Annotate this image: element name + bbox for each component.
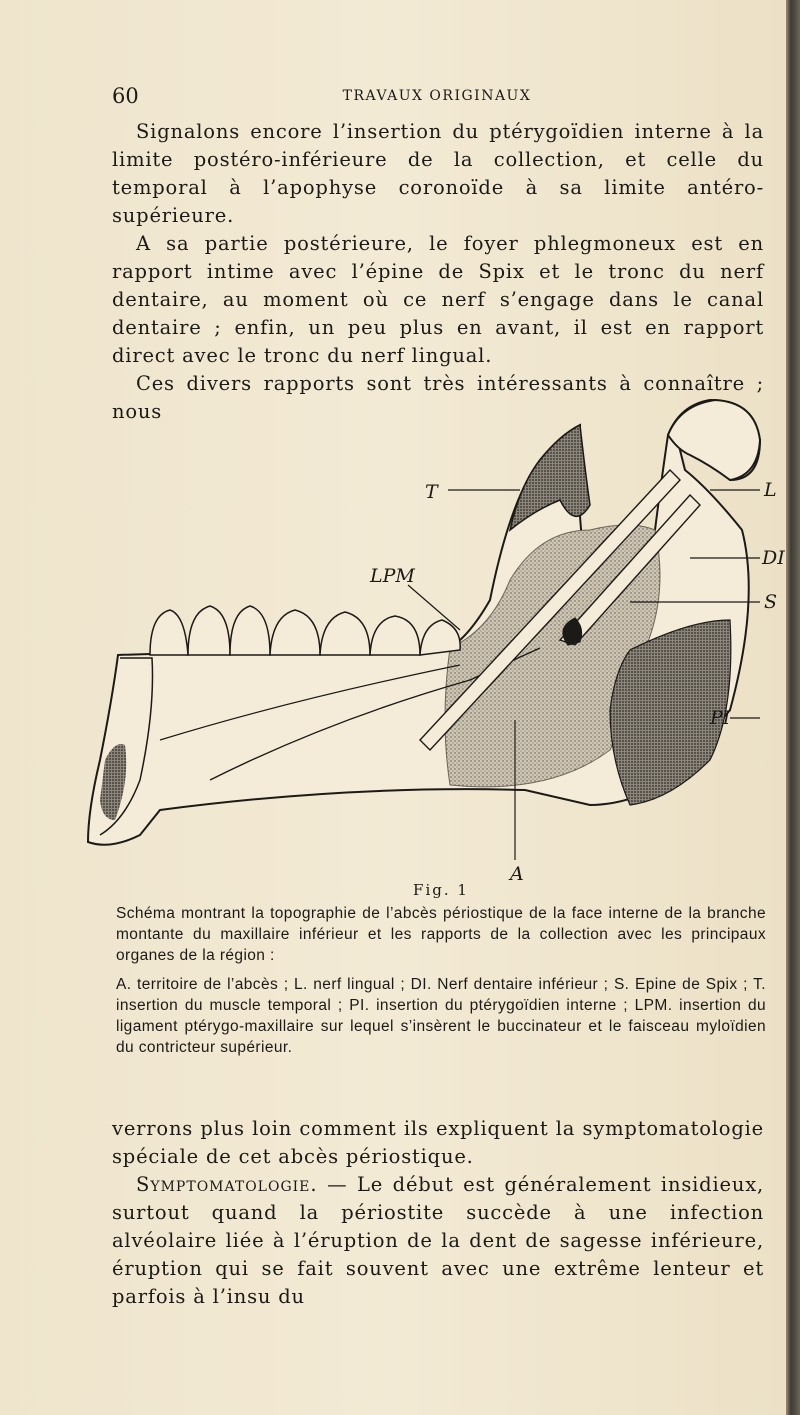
paragraph: A sa partie postérieure, le foyer phlegmoneux est en rapport intime avec l’épine de Spix et le tronc du nerf dentaire, au moment où ce nerf s’engage dans le canal dentaire ; enfin, un peu plus en avant, il est en rapport direct avec le tronc du nerf lingual.: [112, 232, 764, 367]
label-T: T: [425, 481, 438, 503]
paragraph: Ces divers rapports sont très intéressants à connaître ; nous: [112, 372, 764, 423]
section-label: Symptomatologie.: [136, 1173, 318, 1196]
caption-legend: A. territoire de l’abcès ; L. nerf lingual ; DI. Nerf dentaire inférieur ; S. Epine de Spix ; T. insertion du muscle temporal ; PI. insertion du ptérygoïdien interne ; LPM. insertion du ligament ptérygo-maxillaire sur lequel s’insèrent le buccinateur et le faisceau myloïdien du contricteur supérieur.: [116, 976, 766, 1056]
figure-mandible-diagram: [70, 380, 800, 900]
running-title: TRAVAUX ORIGINAUX: [342, 88, 532, 104]
label-A: A: [510, 863, 524, 885]
label-L: L: [764, 479, 777, 501]
label-DI: DI: [762, 547, 785, 569]
page-header: [112, 84, 762, 112]
label-PI: PI: [710, 707, 731, 729]
paragraph: Signalons encore l’insertion du ptérygoïdien interne à la limite postéro-inférieure de la collection, et celle du temporal à l’apophyse coronoïde à sa limite antéro-supérieure.: [112, 120, 764, 227]
label-S: S: [764, 591, 778, 613]
page-number: 60: [112, 84, 139, 108]
figure-caption: [116, 880, 766, 1058]
caption-description: Schéma montrant la topographie de l’abcès périostique de la face interne de la branche montante du maxillaire inférieur et les rapports de la collection avec les principaux organes de la région :: [116, 905, 766, 964]
text-block-bottom: [112, 1115, 764, 1311]
figure-title: Fig. 1: [413, 881, 469, 899]
paragraph: verrons plus loin comment ils expliquent la symptomatologie spéciale de cet abcès périostique.: [112, 1117, 764, 1168]
mandible-schema: [70, 380, 800, 900]
teeth-row: [150, 606, 460, 655]
label-LPM: LPM: [370, 565, 415, 587]
paragraph-text: — Le début est généralement insidieux, surtout quand la périostite succède à une infection alvéolaire liée à l’éruption de la dent de sagesse inférieure, éruption qui se fait souvent avec une extrême lenteur et parfois à l’insu du: [112, 1173, 764, 1308]
paragraph: [112, 1171, 764, 1311]
